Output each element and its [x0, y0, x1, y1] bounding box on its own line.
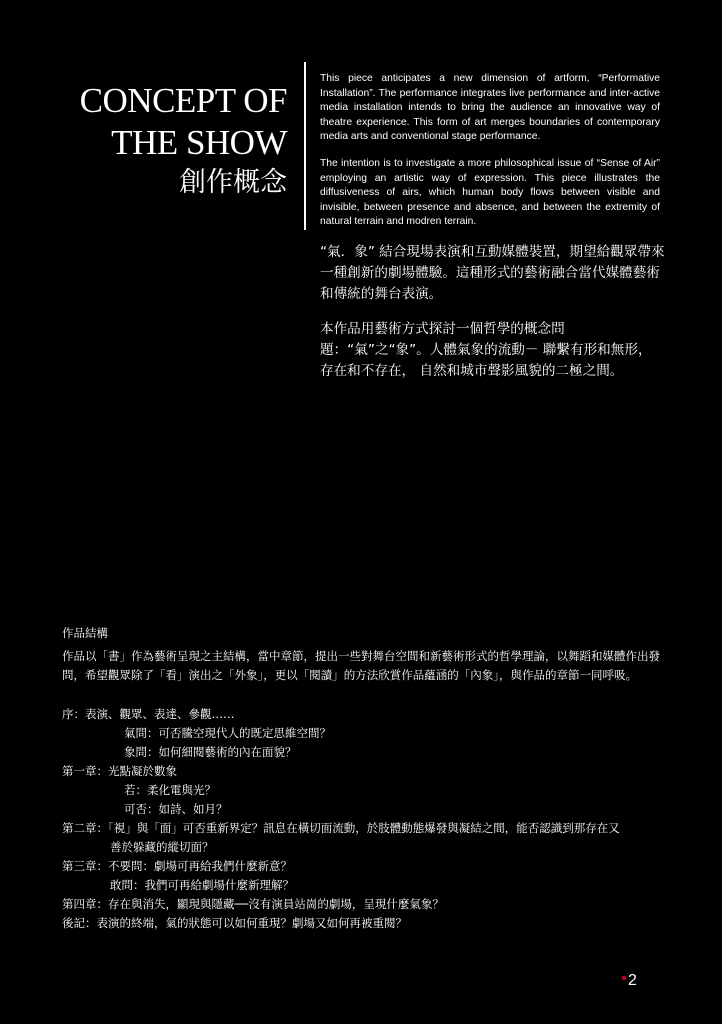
chapter-item: 象問：如何細閱藝術的內在面貌？ [124, 745, 297, 759]
chapter-item: 氣問：可否騰空現代人的既定思維空間？ [124, 726, 331, 740]
chapter-item: 第四章：存在與消失，顯現與隱藏──沒有演員站崗的劇場，呈現什麼氣象？ [62, 897, 444, 911]
structure-section [62, 624, 672, 933]
chapter-item: 第二章：「視」與「面」可否重新界定？訊息在橫切面流動，於肢體動態爆發與凝結之間，能否認識到那存在又 [62, 821, 620, 835]
chapter-item: 第一章：光點凝於數象 [62, 764, 177, 778]
chapter-item: 第三章：不要問：劇場可再給我們什麼新意？ [62, 859, 292, 873]
chapter-item: 善於躲藏的縱切面？ [110, 840, 214, 854]
structure-heading: 作品結構 [62, 626, 108, 640]
vertical-divider [304, 62, 306, 230]
title-zh: 創作概念 [179, 167, 287, 198]
chinese-paragraph: 本作品用藝術方式探討一個哲學的概念問題：“氣”之“象”。人體氣象的流動－ 聯繫有形和無形，存在和不存在， 自然和城市聲影風貌的二極之間。 [320, 321, 652, 379]
english-paragraph: This piece anticipates a new dimension of artform, “Performative Installation”. The performance integrates live performance and inter-active media installation intends to bring the audience an innovative way of theatre experience. This form of art merges boundaries of contemporary media arts and conventional stage performance. [320, 73, 660, 143]
chinese-paragraph: “氣．象” 結合現場表演和互動媒體裝置，期望給觀眾帶來一種創新的劇場體驗。這種形式的藝術融合當代媒體藝術和傳統的舞台表演。 [320, 244, 665, 302]
structure-paragraph: 作品以「書」作為藝術呈現之主結構，當中章節，提出一些對舞台空間和新藝術形式的哲學理論，以舞蹈和媒體作出發問，希望觀眾除了「看」演出之「外象」，更以「閱讀」的方法欣賞作品蘊涵的「內象」，與作品的章節一同呼吸。 [62, 649, 660, 682]
chapter-item: 若：柔化電與光？ [124, 783, 216, 797]
page-number: 2 [628, 972, 637, 989]
chapter-item: 敢問：我們可再給劇場什麼新理解？ [110, 878, 294, 892]
title-en-line1: CONCEPT OF [79, 81, 287, 120]
page-title [80, 80, 287, 200]
title-en-line2: THE SHOW [111, 123, 287, 162]
chapter-item: 後記：表演的終端，氣的狀態可以如何重現？劇場又如何再被重閱？ [62, 916, 407, 930]
chapter-item: 可否：如詩、如月？ [124, 802, 228, 816]
english-paragraph: The intention is to investigate a more philosophical issue of “Sense of Air” employing an artistic way of expression. This piece illustrates the diffusiveness of airs, which human body flows between visible and invisible, between presence and absence, and between the extremity of natural terrain and modren terrain. [320, 157, 660, 228]
english-description [320, 72, 660, 242]
chapter-item: 序：表演、觀眾、表達、參觀…… [62, 707, 235, 721]
accent-dot [622, 976, 626, 980]
chapter-list [62, 705, 672, 933]
chinese-description [320, 242, 665, 396]
